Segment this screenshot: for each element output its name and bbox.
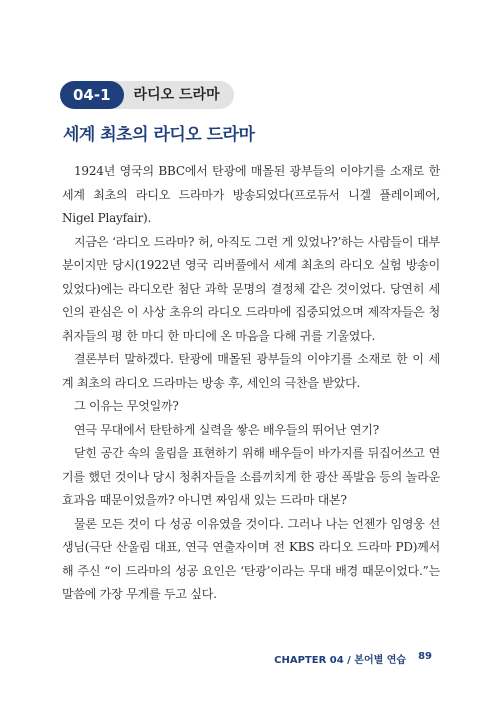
chapter-label: CHAPTER 04 / 본어별 연습 [274, 655, 407, 666]
page-number: 89 [418, 651, 432, 662]
paragraph: 그 이유는 무엇일까? [74, 399, 179, 413]
paragraph: 1924년 영국의 BBC에서 탄광에 매몰된 광부들의 이야기를 소재로 한 세계 최초의 라디오 드라마가 방송되었다(프로듀서 니겔 플레이페어, Nigel Playfair). [62, 164, 440, 225]
body-text [62, 160, 440, 607]
section-label: 라디오 드라마 [112, 81, 234, 109]
section-number: 04-1 [60, 81, 124, 109]
paragraph: 연극 무대에서 탄탄하게 실력을 쌓은 배우들의 뛰어난 연기? [74, 422, 379, 437]
paragraph: 물론 모든 것이 다 성공 이유였을 것이다. 그러나 나는 언젠가 임영웅 선생님(극단 산울림 대표, 연극 연출자이며 전 KBS 라디오 드라마 PD)께서 해 주신 “이 드라마의 성공 요인은 ‘탄광’이라는 무대 배경 때문이었다.”는 말씀에 가장 무게를 두고 싶다. [62, 516, 440, 601]
page-footer [274, 651, 432, 666]
paragraph: 결론부터 말하겠다. 탄광에 매몰된 광부들의 이야기를 소재로 한 이 세계 최초의 라디오 드라마는 방송 후, 세인의 극찬을 받았다. [62, 352, 440, 390]
section-tag [60, 81, 234, 109]
paragraph: 지금은 ‘라디오 드라마? 허, 아직도 그런 게 있었나?’하는 사람들이 대부분이지만 당시(1922년 영국 리버풀에서 세계 최초의 라디오 실험 방송이 있었다)에는 라디오란 첨단 과학 문명의 결정체 같은 것이었다. 당연히 세인의 관심은 이 사상 초유의 라디오 드라마에 집중되었으며 제작자들은 청취자들의 평 한 마디 한 마디에 온 마음을 다해 귀를 기울였다. [62, 234, 440, 343]
paragraph: 닫힌 공간 속의 울림을 표현하기 위해 배우들이 바가지를 뒤집어쓰고 연기를 했던 것이나 당시 청취자들을 소름끼치게 한 광산 폭발음 등의 놀라운 효과음 때문이었을까? 아니면 짜임새 있는 드라마 대본? [62, 446, 440, 507]
page-title: 세계 최초의 라디오 드라마 [63, 125, 255, 145]
